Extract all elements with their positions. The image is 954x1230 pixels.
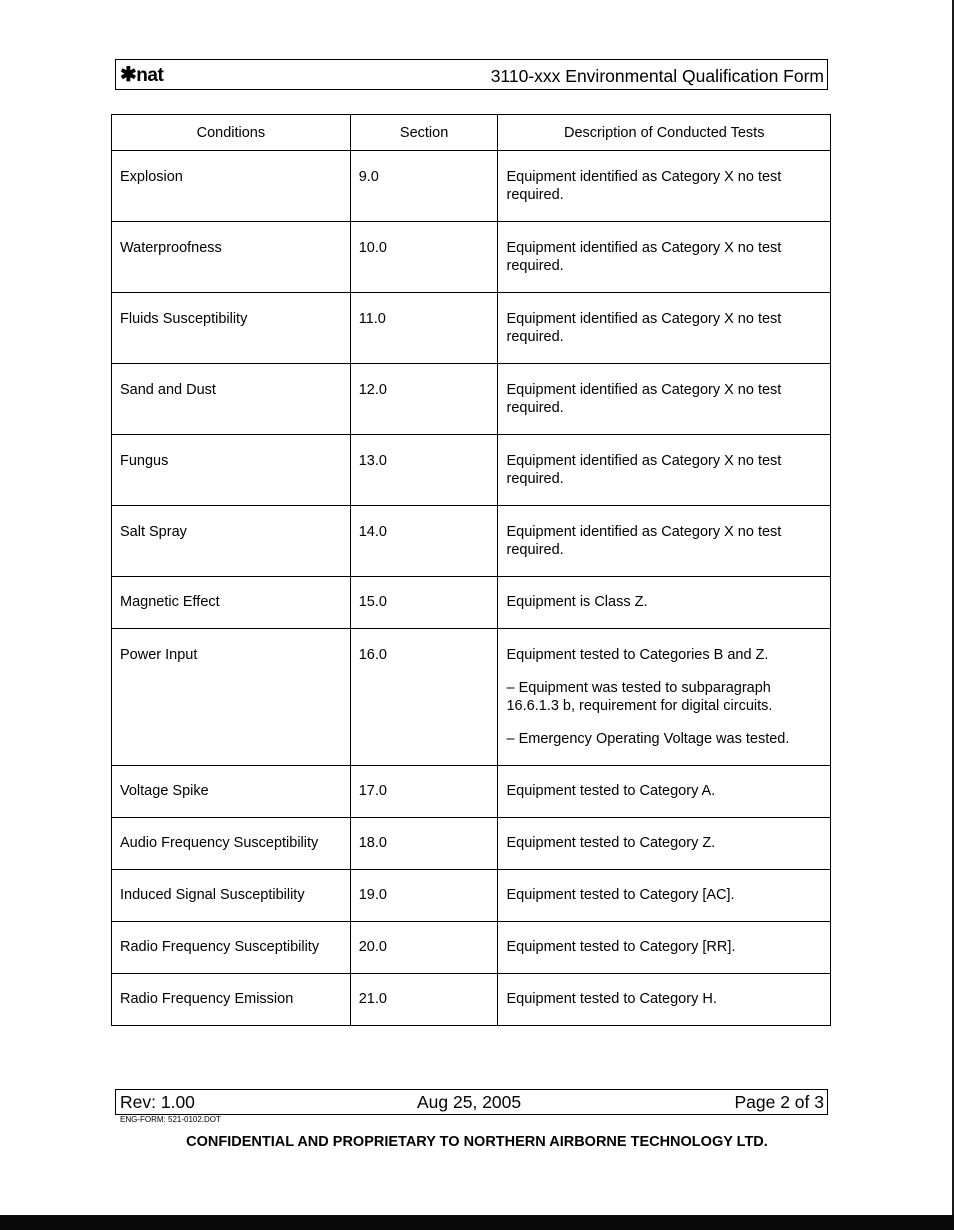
section-cell: 11.0 <box>350 293 498 364</box>
section-cell: 19.0 <box>350 870 498 922</box>
section-cell: 14.0 <box>350 506 498 577</box>
table-row <box>112 629 831 766</box>
description-text: Equipment tested to Category [AC]. <box>506 887 735 903</box>
section-cell: 10.0 <box>350 222 498 293</box>
description-cell <box>498 506 831 577</box>
table-row <box>112 870 831 922</box>
condition-cell: Magnetic Effect <box>112 577 351 629</box>
description-cell <box>498 870 831 922</box>
description-text: Equipment identified as Category X no test required. <box>506 382 782 416</box>
description-text: – Equipment was tested to subparagraph 16.6.1.3 b, requirement for digital circuits. <box>506 680 773 714</box>
description-text: Equipment identified as Category X no test required. <box>506 524 782 558</box>
form-title: 3110-xxx Environmental Qualification Form <box>490 66 824 86</box>
description-text: Equipment identified as Category X no test required. <box>506 453 782 487</box>
description-text: Equipment tested to Category H. <box>506 991 717 1007</box>
column-header-description: Description of Conducted Tests <box>498 115 831 151</box>
footer-box <box>115 1089 828 1115</box>
column-header-conditions: Conditions <box>112 115 351 151</box>
description-cell <box>498 922 831 974</box>
section-cell: 13.0 <box>350 435 498 506</box>
table-header-row <box>112 115 831 151</box>
description-text: Equipment tested to Categories B and Z. <box>506 647 769 663</box>
section-cell: 9.0 <box>350 151 498 222</box>
qualification-table <box>111 114 831 1026</box>
description-cell <box>498 222 831 293</box>
description-text: Equipment identified as Category X no test required. <box>506 311 782 345</box>
description-cell <box>498 766 831 818</box>
condition-cell: Fungus <box>112 435 351 506</box>
condition-cell: Audio Frequency Susceptibility <box>112 818 351 870</box>
table-row <box>112 506 831 577</box>
description-cell <box>498 974 831 1026</box>
description-cell <box>498 293 831 364</box>
condition-cell: Waterproofness <box>112 222 351 293</box>
description-cell <box>498 818 831 870</box>
condition-cell: Induced Signal Susceptibility <box>112 870 351 922</box>
section-cell: 20.0 <box>350 922 498 974</box>
description-cell <box>498 577 831 629</box>
section-cell: 18.0 <box>350 818 498 870</box>
section-cell: 16.0 <box>350 629 498 766</box>
condition-cell: Sand and Dust <box>112 364 351 435</box>
section-cell: 15.0 <box>350 577 498 629</box>
table-row <box>112 435 831 506</box>
description-cell <box>498 151 831 222</box>
company-logo <box>120 62 163 87</box>
condition-cell: Radio Frequency Susceptibility <box>112 922 351 974</box>
description-text: Equipment identified as Category X no test required. <box>506 169 782 203</box>
description-text: Equipment is Class Z. <box>506 594 648 610</box>
header-box <box>115 59 828 90</box>
logo-text: nat <box>136 65 164 86</box>
table-row <box>112 293 831 364</box>
condition-cell: Salt Spray <box>112 506 351 577</box>
page-number: Page 2 of 3 <box>734 1092 824 1112</box>
description-text: Equipment tested to Category A. <box>506 783 716 799</box>
table-row <box>112 222 831 293</box>
description-text: Equipment identified as Category X no test required. <box>506 240 782 274</box>
condition-cell: Power Input <box>112 629 351 766</box>
table-row <box>112 577 831 629</box>
table-row <box>112 766 831 818</box>
condition-cell: Radio Frequency Emission <box>112 974 351 1026</box>
star-icon: ✱ <box>120 64 137 86</box>
column-header-section: Section <box>350 115 498 151</box>
description-text: Equipment tested to Category [RR]. <box>506 939 736 955</box>
confidential-notice: CONFIDENTIAL AND PROPRIETARY TO NORTHERN AIRBORNE TECHNOLOGY LTD. <box>186 1134 768 1150</box>
revision-label: Rev: 1.00 <box>120 1092 195 1112</box>
condition-cell: Fluids Susceptibility <box>112 293 351 364</box>
description-cell <box>498 364 831 435</box>
section-cell: 12.0 <box>350 364 498 435</box>
form-id: ENG-FORM: 521-0102.DOT <box>120 1115 221 1124</box>
scan-bottom-bar <box>0 1215 954 1230</box>
description-text: Equipment tested to Category Z. <box>506 835 716 851</box>
table-row <box>112 974 831 1026</box>
footer-date: Aug 25, 2005 <box>417 1092 522 1112</box>
description-cell <box>498 435 831 506</box>
table-row <box>112 151 831 222</box>
description-text: – Emergency Operating Voltage was tested. <box>506 731 790 747</box>
table-row <box>112 818 831 870</box>
section-cell: 21.0 <box>350 974 498 1026</box>
description-cell <box>498 629 831 766</box>
condition-cell: Explosion <box>112 151 351 222</box>
section-cell: 17.0 <box>350 766 498 818</box>
condition-cell: Voltage Spike <box>112 766 351 818</box>
table-row <box>112 922 831 974</box>
table-row <box>112 364 831 435</box>
